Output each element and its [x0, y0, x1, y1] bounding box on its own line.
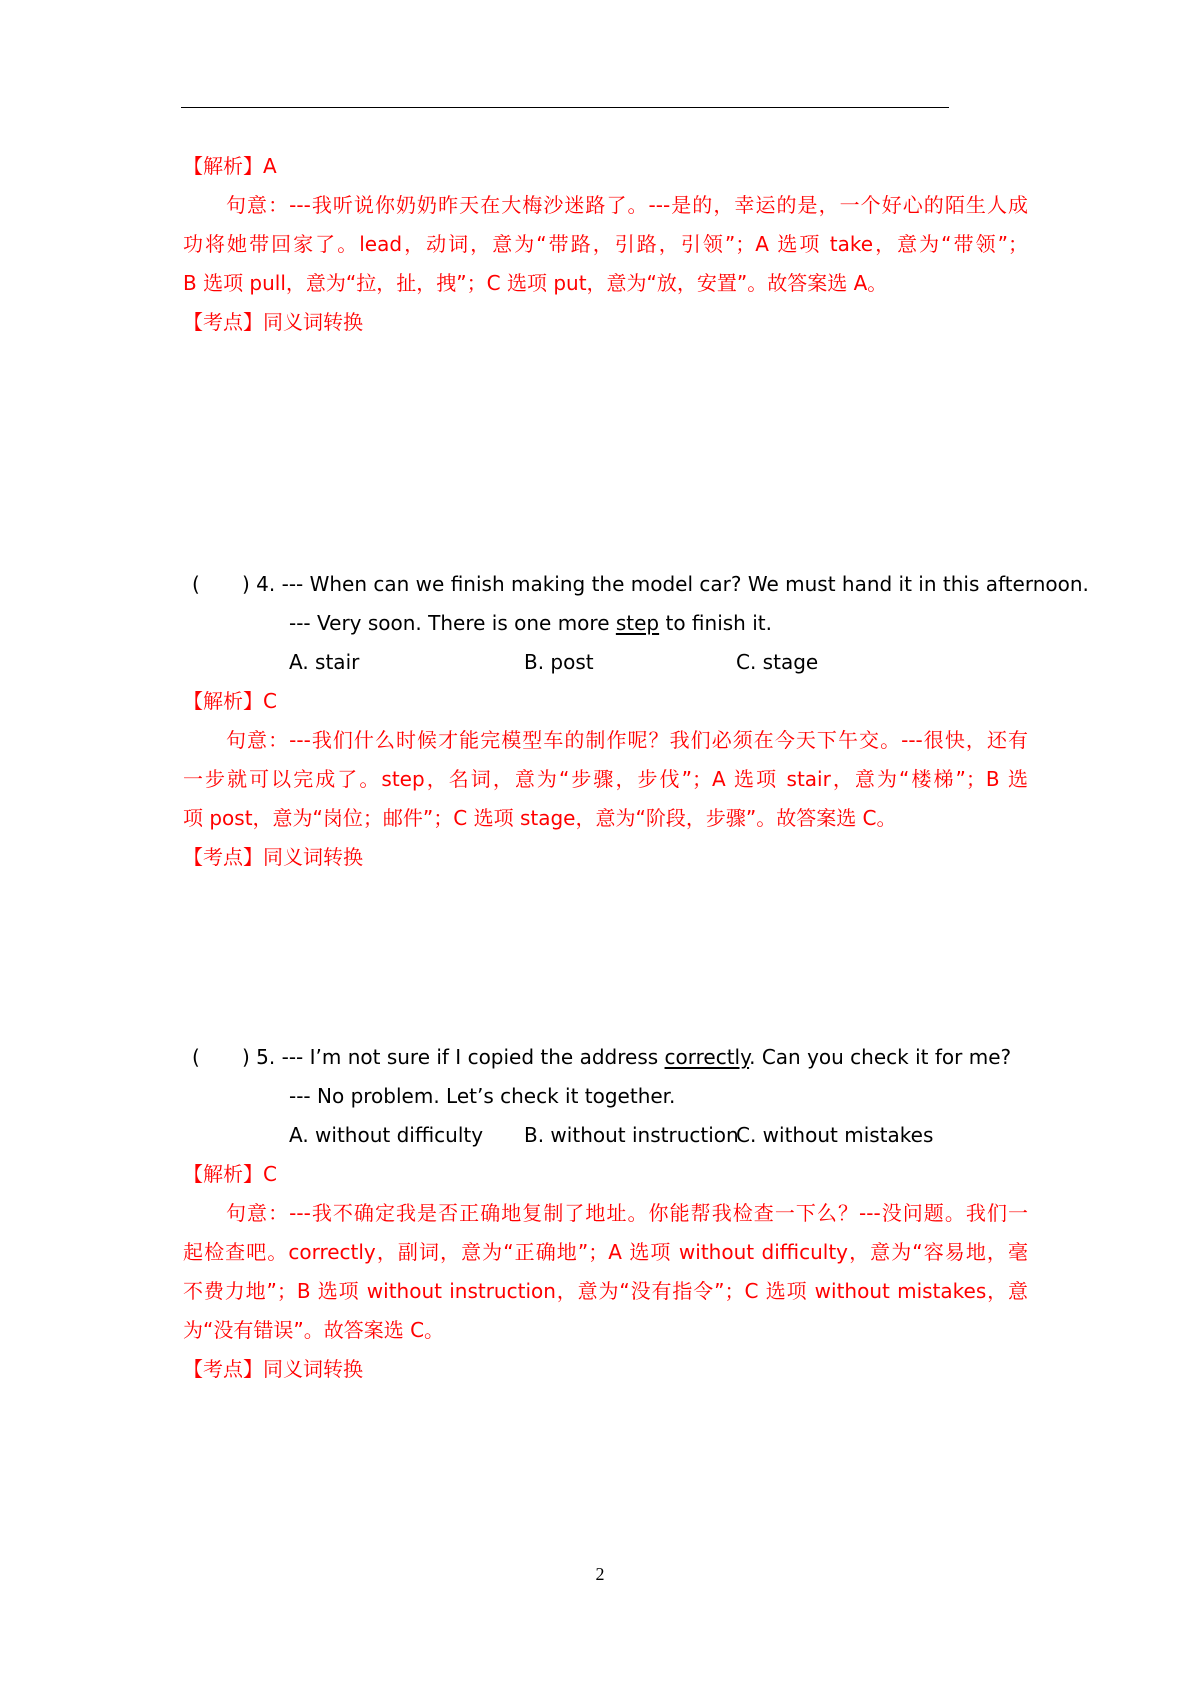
analysis-text-line: 句意：---我听说你奶奶昨天在大梅沙迷路了。---是的，幸运的是，一个好心的陌生人成: [226, 193, 1028, 217]
option-c: C. stage: [736, 650, 819, 674]
answer-text: to finish it.: [659, 611, 772, 635]
underlined-word: step: [615, 611, 660, 635]
analysis-label: 【解析】C: [183, 1162, 277, 1186]
question-text-part: ) 5. --- I’m not sure if I copied the address: [242, 1045, 665, 1069]
analysis-text-line: 为“没有错误”。故答案选 C。: [183, 1318, 445, 1342]
question-answer-line: [289, 609, 772, 637]
analysis-text-line: 项 post，意为“岗位；邮件”；C 选项 stage，意为“阶段，步骤”。故答案选 C。: [183, 806, 897, 830]
option-b: B. post: [524, 650, 594, 674]
analysis-text-line: 一步就可以完成了。step，名词，意为“步骤，步伐”；A 选项 stair，意为“楼梯”；B 选: [183, 767, 1028, 791]
answer-blank-open: (: [192, 572, 200, 596]
analysis-text-line: 不费力地”；B 选项 without instruction，意为“没有指令”；C 选项 without mistakes，意: [183, 1279, 1028, 1303]
option-c: C. without mistakes: [736, 1123, 934, 1147]
analysis-text-line: 起检查吧。correctly，副词，意为“正确地”；A 选项 without difficulty，意为“容易地，毫: [183, 1240, 1028, 1264]
header-rule: [181, 107, 949, 108]
underlined-word: correctly: [664, 1045, 750, 1069]
topic-label: 【考点】同义词转换: [183, 310, 363, 334]
analysis-text-line: B 选项 pull，意为“拉，扯，拽”；C 选项 put，意为“放，安置”。故答案选 A。: [183, 271, 888, 295]
question-text-part: . Can you check it for me?: [749, 1045, 1012, 1069]
analysis-text-line: 句意：---我不确定我是否正确地复制了地址。你能帮我检查一下么？---没问题。我们一: [226, 1201, 1028, 1225]
analysis-text-line: 功将她带回家了。lead，动词，意为“带路，引路，引领”；A 选项 take，意为“带领”；: [183, 232, 1028, 256]
analysis-label: 【解析】A: [183, 154, 277, 178]
analysis-text-line: 句意：---我们什么时候才能完模型车的制作呢？我们必须在今天下午交。---很快，还有: [226, 728, 1028, 752]
question-answer-line: --- No problem. Let’s check it together.: [289, 1084, 676, 1108]
option-b: B. without instruction: [524, 1123, 739, 1147]
topic-label: 【考点】同义词转换: [183, 845, 363, 869]
topic-label: 【考点】同义词转换: [183, 1357, 363, 1381]
page-number: 2: [595, 1564, 605, 1584]
option-a: A. stair: [289, 650, 360, 674]
answer-blank-open: (: [192, 1045, 200, 1069]
question-text: ) 4. --- When can we finish making the model car? We must hand it in this afternoon.: [242, 572, 1089, 596]
answer-text: --- Very soon. There is one more: [289, 611, 616, 635]
question-text: [242, 1043, 1011, 1071]
analysis-label: 【解析】C: [183, 689, 277, 713]
option-a: A. without difficulty: [289, 1123, 484, 1147]
